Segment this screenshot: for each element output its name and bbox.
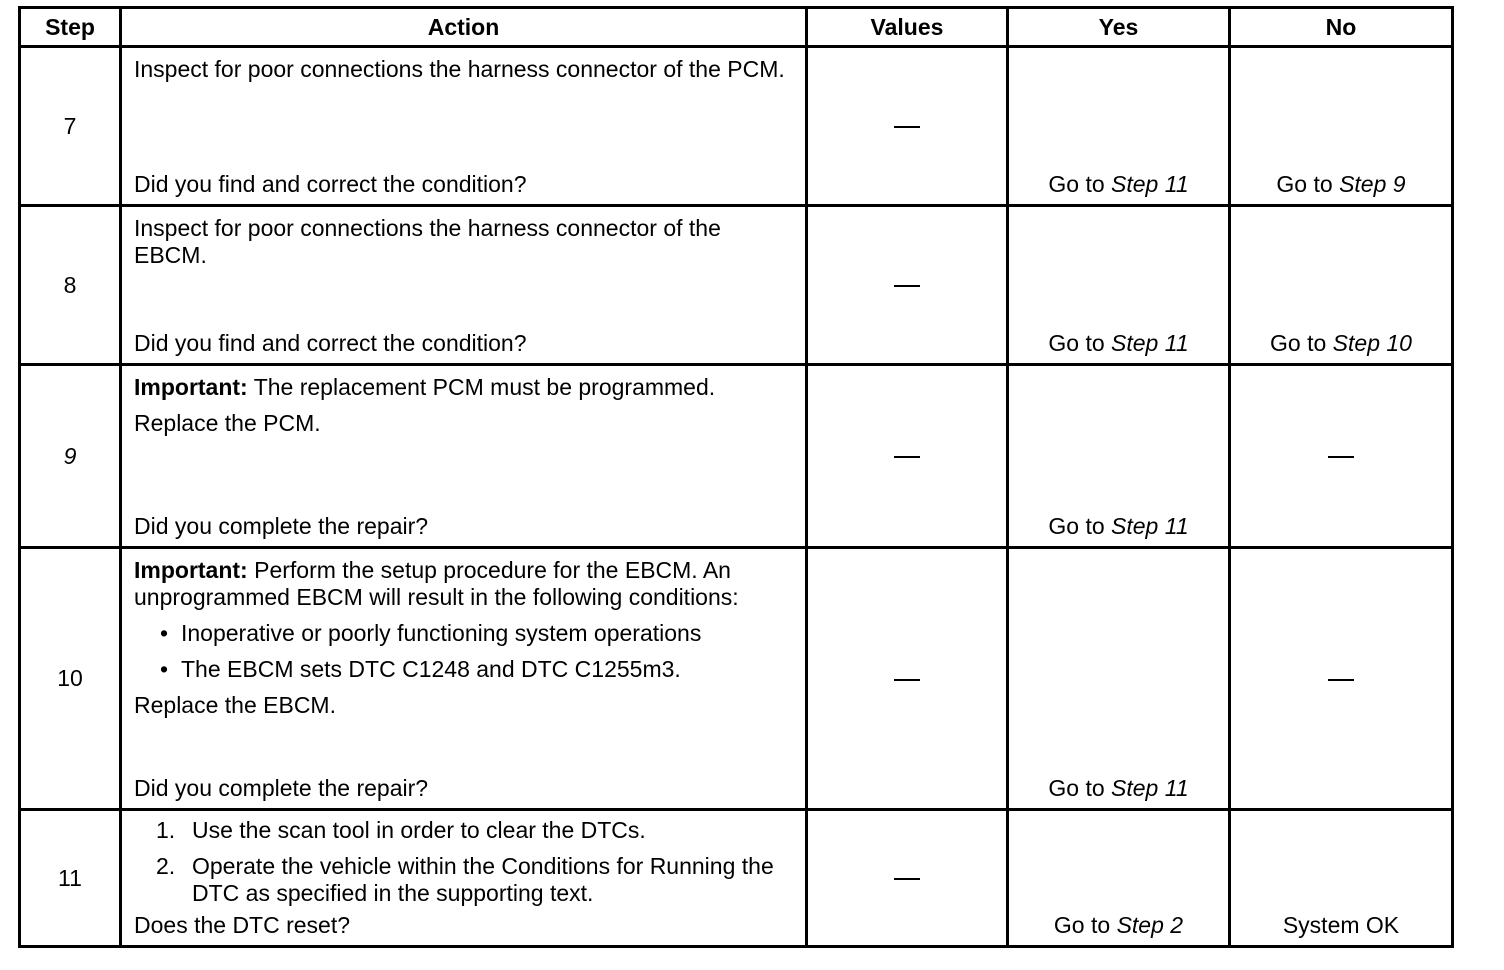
action-cell xyxy=(121,810,807,947)
no-cell xyxy=(1230,365,1453,548)
step-number: 9 xyxy=(20,365,121,548)
table-row xyxy=(20,365,1453,548)
table-row xyxy=(20,548,1453,810)
no-goto[interactable]: Go to Step 10 xyxy=(1270,330,1412,356)
table-row xyxy=(20,47,1453,206)
important-note xyxy=(134,557,795,611)
important-note xyxy=(134,374,795,401)
important-text: The replacement PCM must be programmed. xyxy=(247,374,716,400)
action-text: Replace the EBCM. xyxy=(134,692,336,718)
action-question: Did you find and correct the condition? xyxy=(134,171,527,197)
values-cell xyxy=(807,365,1008,548)
yes-goto[interactable]: Go to Step 11 xyxy=(1048,171,1189,197)
yes-goto[interactable]: Go to Step 11 xyxy=(1048,330,1189,356)
action-cell xyxy=(121,47,807,206)
step-number: 8 xyxy=(20,206,121,365)
yes-goto[interactable]: Go to Step 2 xyxy=(1053,912,1184,938)
no-cell xyxy=(1230,548,1453,810)
header-yes: Yes xyxy=(1008,8,1230,47)
action-text: Inspect for poor connections the harness connector of the PCM. xyxy=(134,56,785,82)
list-item: • The EBCM sets DTC C1248 and DTC C1255m3. xyxy=(160,656,681,682)
values-dash xyxy=(894,126,920,128)
values-dash xyxy=(894,456,920,458)
step-number: 11 xyxy=(20,810,121,947)
yes-cell xyxy=(1008,47,1230,206)
yes-cell xyxy=(1008,206,1230,365)
yes-cell xyxy=(1008,365,1230,548)
header-values: Values xyxy=(807,8,1008,47)
list-item: 1. Use the scan tool in order to clear the DTCs. xyxy=(156,817,646,843)
table-row xyxy=(20,206,1453,365)
action-question: Did you find and correct the condition? xyxy=(134,330,527,356)
values-dash xyxy=(894,285,920,287)
list-item: 2. Operate the vehicle within the Conditions for Running the DTC as specified in the supporting text. xyxy=(156,853,774,906)
table-row xyxy=(20,810,1453,947)
important-label: Important: xyxy=(134,374,248,400)
procedure-list xyxy=(134,817,795,907)
values-cell xyxy=(807,47,1008,206)
no-dash xyxy=(1328,456,1354,458)
action-cell xyxy=(121,548,807,810)
values-cell xyxy=(807,206,1008,365)
list-item: • Inoperative or poorly functioning system operations xyxy=(160,620,702,646)
action-question: Did you complete the repair? xyxy=(134,775,429,801)
diagnostic-table xyxy=(18,6,1454,948)
action-text: Replace the PCM. xyxy=(134,410,321,436)
condition-list xyxy=(134,620,795,683)
action-cell xyxy=(121,365,807,548)
values-cell xyxy=(807,810,1008,947)
bullet-icon: • xyxy=(160,656,169,682)
header-row xyxy=(20,8,1453,47)
yes-goto[interactable]: Go to Step 11 xyxy=(1048,513,1189,539)
bullet-icon: • xyxy=(160,620,169,646)
important-text: Perform the setup procedure for the EBCM. An unprogrammed EBCM will result in the following conditions: xyxy=(134,557,739,610)
step-number: 7 xyxy=(20,47,121,206)
no-cell xyxy=(1230,810,1453,947)
action-question: Did you complete the repair? xyxy=(134,513,429,539)
header-action: Action xyxy=(121,8,807,47)
no-dash xyxy=(1328,679,1354,681)
yes-cell xyxy=(1008,548,1230,810)
action-cell xyxy=(121,206,807,365)
values-dash xyxy=(894,679,920,681)
no-cell xyxy=(1230,206,1453,365)
important-label: Important: xyxy=(134,557,248,583)
step-number: 10 xyxy=(20,548,121,810)
no-result: System OK xyxy=(1282,912,1400,938)
no-cell xyxy=(1230,47,1453,206)
yes-cell xyxy=(1008,810,1230,947)
action-text: Inspect for poor connections the harness connector of the EBCM. xyxy=(134,215,721,268)
action-question: Does the DTC reset? xyxy=(134,912,351,938)
yes-goto[interactable]: Go to Step 11 xyxy=(1048,775,1189,801)
values-dash xyxy=(894,878,920,880)
no-goto[interactable]: Go to Step 9 xyxy=(1276,171,1406,197)
header-step: Step xyxy=(20,8,121,47)
values-cell xyxy=(807,548,1008,810)
header-no: No xyxy=(1230,8,1453,47)
